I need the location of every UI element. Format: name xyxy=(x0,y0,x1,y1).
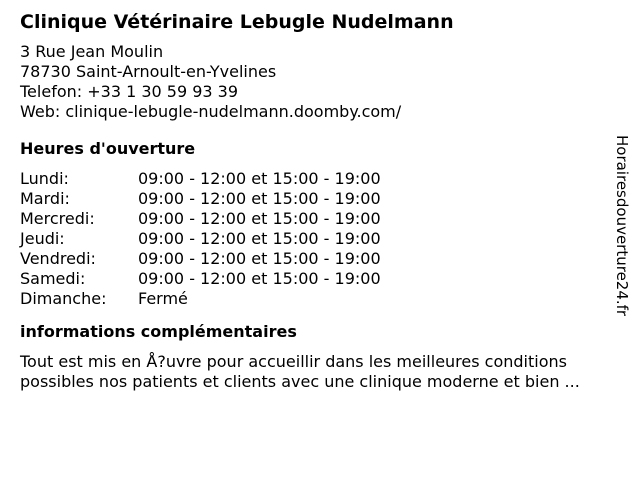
time-range: 09:00 - 12:00 et 15:00 - 19:00 xyxy=(138,249,381,268)
hours-row-sunday xyxy=(20,289,620,309)
opening-hours-table xyxy=(20,169,620,309)
time-range: 09:00 - 12:00 et 15:00 - 19:00 xyxy=(138,269,381,288)
additional-info-text xyxy=(20,352,628,392)
day-label: Vendredi: xyxy=(20,249,96,268)
street-address: 3 Rue Jean Moulin xyxy=(20,42,164,61)
hours-row-thursday xyxy=(20,229,620,249)
business-name: Clinique Vétérinaire Lebugle Nudelmann xyxy=(20,11,454,33)
address-block xyxy=(20,42,620,122)
hours-row-tuesday xyxy=(20,189,620,209)
hours-row-wednesday xyxy=(20,209,620,229)
hours-row-friday xyxy=(20,249,620,269)
time-range: 09:00 - 12:00 et 15:00 - 19:00 xyxy=(138,189,381,208)
info-line: possibles nos patients et clients avec une clinique moderne et bien ... xyxy=(20,372,580,391)
additional-info-heading: informations complémentaires xyxy=(20,322,297,341)
day-label: Lundi: xyxy=(20,169,69,188)
time-range: Fermé xyxy=(138,289,188,308)
business-card xyxy=(20,10,620,392)
day-label: Mardi: xyxy=(20,189,70,208)
day-label: Samedi: xyxy=(20,269,86,288)
hours-row-monday xyxy=(20,169,620,189)
website-line: Web: clinique-lebugle-nudelmann.doomby.com/ xyxy=(20,102,402,121)
phone-number: Telefon: +33 1 30 59 93 39 xyxy=(20,82,239,101)
time-range: 09:00 - 12:00 et 15:00 - 19:00 xyxy=(138,209,381,228)
time-range: 09:00 - 12:00 et 15:00 - 19:00 xyxy=(138,229,381,248)
info-line: Tout est mis en Å?uvre pour accueillir dans les meilleures conditions xyxy=(20,352,567,371)
hours-heading: Heures d'ouverture xyxy=(20,139,196,158)
site-watermark: Horairesdouverture24.fr xyxy=(613,135,631,317)
day-label: Mercredi: xyxy=(20,209,95,228)
time-range: 09:00 - 12:00 et 15:00 - 19:00 xyxy=(138,169,381,188)
hours-row-saturday xyxy=(20,269,620,289)
day-label: Jeudi: xyxy=(20,229,65,248)
city-address: 78730 Saint-Arnoult-en-Yvelines xyxy=(20,62,277,81)
day-label: Dimanche: xyxy=(20,289,107,308)
